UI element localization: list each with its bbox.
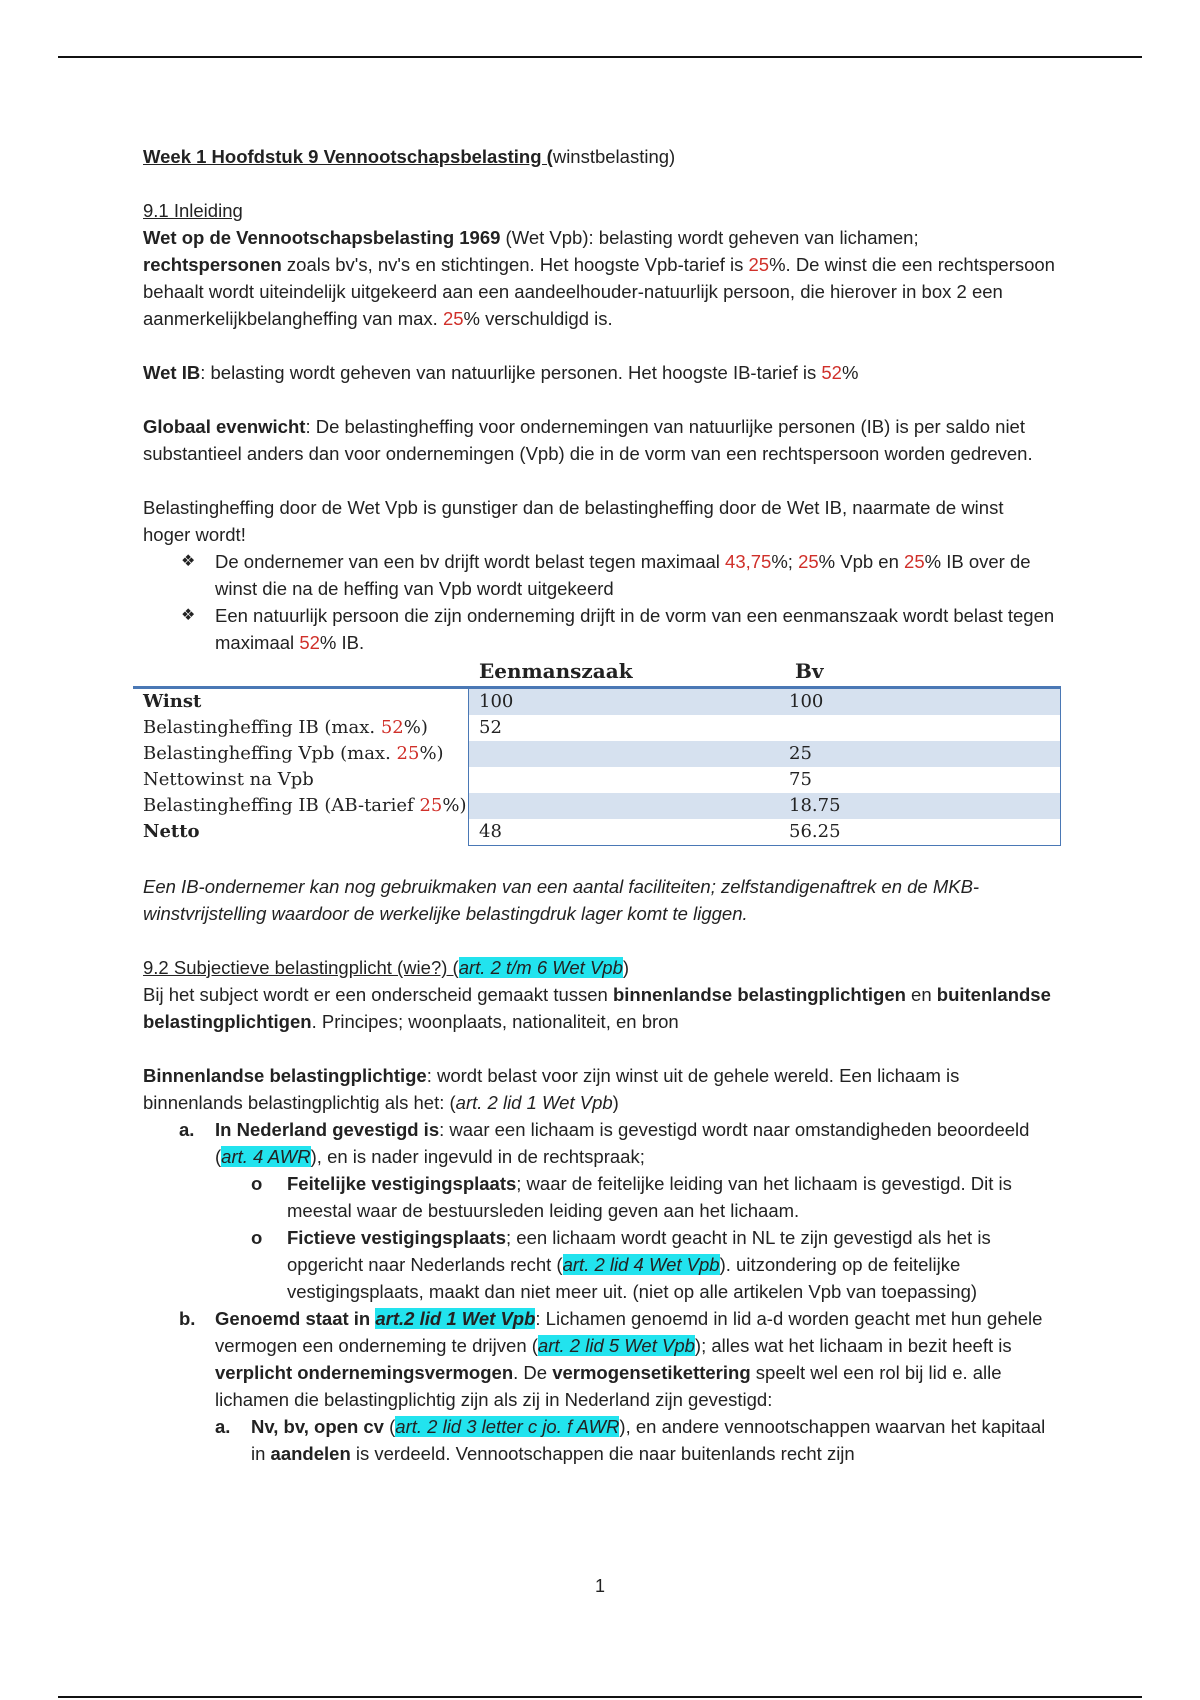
document-title: Week 1 Hoofdstuk 9 Vennootschapsbelasting (winstbelasting)	[143, 146, 676, 167]
list-item: ❖ De ondernemer van een bv drijft wordt belast tegen maximaal 43,75%; 25% Vpb en 25% IB over de winst die na de heffing van Vpb wordt uitgekeerd	[215, 548, 1055, 602]
paragraph-binnenlandse: Binnenlandse belastingplichtige: wordt belast voor zijn winst uit de gehele wereld. Een lichaam is binnenlands belastingplichtig als het: (art. 2 lid 1 Wet Vpb)	[143, 1065, 960, 1113]
bullet-list	[143, 548, 1055, 656]
paragraph-gunstiger: Belastingheffing door de Wet Vpb is gunstiger dan de belastingheffing door de Wet IB, naarmate de winst hoger wordt!	[143, 497, 1004, 545]
section-9-1-heading: 9.1 Inleiding	[143, 200, 243, 221]
document-page	[143, 143, 1055, 1467]
table-row: Nettowinst na Vpb 75	[133, 767, 1061, 793]
criteria-list	[143, 1116, 1055, 1467]
article-reference: art. 2 lid 5 Wet Vpb	[537, 1335, 695, 1356]
list-item: o Fictieve vestigingsplaats; een lichaam wordt geacht in NL te zijn gevestigd als het is opgericht naar Nederlands recht (art. 2 lid 4 Wet Vpb). uitzondering op de feitelijke vestigingsplaats, maakt dan niet meer uit. (niet op alle artikelen Vpb van toepassing)	[251, 1227, 991, 1302]
table-row: Belastingheffing IB (AB-tarief 25%) 18.75	[133, 793, 1061, 819]
list-item: a. In Nederland gevestigd is: waar een lichaam is gevestigd wordt naar omstandigheden beoordeeld (art. 4 AWR), en is nader ingevuld in de rechtspraak; o Feitelijke vestigingsplaats; waar de feitelijke leiding van het lichaam is gevestigd. Dit is meestal waar de bestuursleden leiding geven aan het lichaam. o Fictieve vestigingsplaats; een lichaam wordt geacht in NL te zijn gevestigd als het is opgericht naar Nederlands recht (art. 2 lid 4 Wet Vpb). uitzondering op de feitelijke vestigingsplaats, maakt dan niet meer uit. (niet op alle artikelen Vpb van toepassing)	[215, 1116, 1055, 1305]
sub-list	[215, 1170, 1055, 1305]
table-row: Netto 48 56.25	[133, 819, 1061, 846]
list-item: b. Genoemd staat in art.2 lid 1 Wet Vpb: Lichamen genoemd in lid a-d worden geacht met hun gehele vermogen een onderneming te drijven (art. 2 lid 5 Wet Vpb); alles wat het lichaam in bezit heeft is verplicht ondernemingsvermogen. De vermogensetikettering speelt wel een rol bij lid e. alle lichamen die belastingplichtig zijn als zij in Nederland zijn gevestigd: a. Nv, bv, open cv (art. 2 lid 3 letter c jo. f AWR), en andere vennootschappen waarvan het kapitaal in aandelen is verdeeld. Vennootschappen die naar buitenlands recht zijn	[215, 1305, 1055, 1467]
header-rule	[58, 56, 1142, 58]
comparison-table	[133, 656, 1061, 846]
article-reference: art. 4 AWR	[221, 1146, 311, 1167]
footer-rule	[58, 1696, 1142, 1698]
page-number: 1	[594, 1576, 605, 1596]
sub-list	[215, 1413, 1055, 1467]
list-item: o Feitelijke vestigingsplaats; waar de feitelijke leiding van het lichaam is gevestigd. Dit is meestal waar de bestuursleden leiding geven aan het lichaam.	[251, 1173, 1012, 1221]
article-reference: art. 2 lid 3 letter c jo. f AWR	[395, 1416, 620, 1437]
list-item: ❖ Een natuurlijk persoon die zijn onderneming drijft in de vorm van een eenmanszaak wordt belast tegen maximaal 52% IB.	[215, 602, 1055, 656]
column-header-bv: Bv	[795, 659, 824, 683]
table-header	[133, 656, 1061, 686]
paragraph-globaal-evenwicht: Globaal evenwicht: De belastingheffing voor ondernemingen van natuurlijke personen (IB) is per saldo niet substantieel anders dan voor ondernemingen (Vpb) die in de vorm van een rechtspersoon worden gedreven.	[143, 416, 1033, 464]
list-item: a. Nv, bv, open cv (art. 2 lid 3 letter c jo. f AWR), en andere vennootschappen waarvan het kapitaal in aandelen is verdeeld. Vennootschappen die naar buitenlands recht zijn	[215, 1416, 1046, 1464]
italic-note: Een IB-ondernemer kan nog gebruikmaken van een aantal faciliteiten; zelfstandigenaftrek en de MKB-winstvrijstelling waardoor de werkelijke belastingdruk lager komt te liggen.	[143, 876, 980, 924]
table-row: Winst 100 100	[133, 688, 1061, 716]
paragraph-subject: Bij het subject wordt er een onderscheid gemaakt tussen binnenlandse belastingplichtigen en buitenlandse belastingplichtigen. Principes; woonplaats, nationaliteit, en bron	[143, 984, 1051, 1032]
table-row: Belastingheffing Vpb (max. 25%) 25	[133, 741, 1061, 767]
section-9-2-heading: 9.2 Subjectieve belastingplicht (wie?) (art. 2 t/m 6 Wet Vpb)	[143, 957, 630, 978]
article-reference: art.2 lid 1 Wet Vpb	[375, 1308, 536, 1329]
column-header-eenmanszaak: Eenmanszaak	[479, 659, 633, 683]
article-reference: art. 2 lid 4 Wet Vpb	[562, 1254, 720, 1275]
article-reference: art. 2 t/m 6 Wet Vpb	[458, 957, 623, 978]
table-row: Belastingheffing IB (max. 52%) 52	[133, 715, 1061, 741]
paragraph-wet-ib: Wet IB: belasting wordt geheven van natuurlijke personen. Het hoogste IB-tarief is 52%	[143, 362, 859, 383]
paragraph-wet-vpb: Wet op de Vennootschapsbelasting 1969 (Wet Vpb): belasting wordt geheven van lichamen; rechtspersonen zoals bv's, nv's en stichtingen. Het hoogste Vpb-tarief is 25%. De winst die een rechtspersoon behaalt wordt uiteindelijk uitgekeerd aan een aandeelhouder-natuurlijk persoon, die hierover in box 2 een aanmerkelijkbelangheffing van max. 25% verschuldigd is.	[143, 227, 1055, 329]
